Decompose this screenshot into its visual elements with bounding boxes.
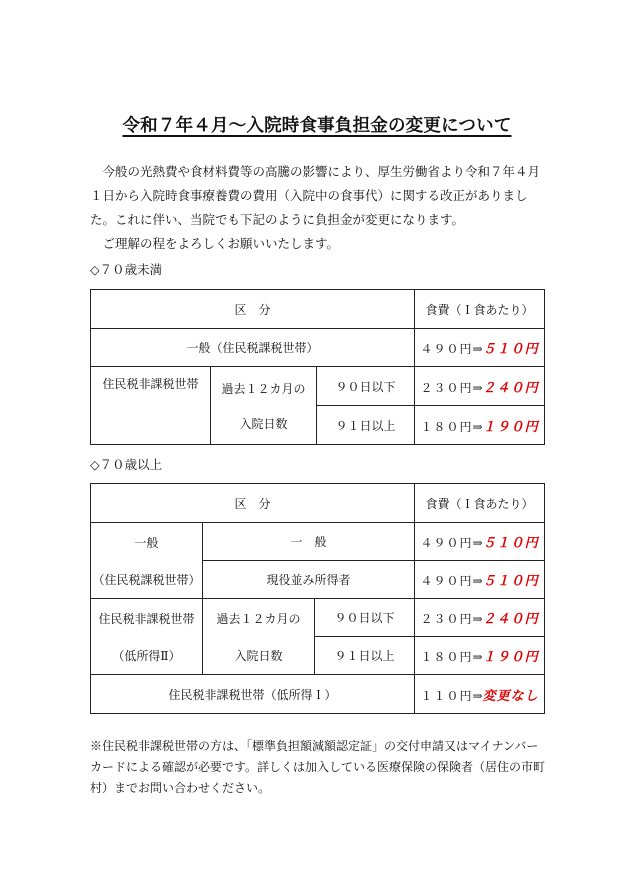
header-fee: 食費（Ｉ食あたり）: [415, 484, 545, 523]
section-under70-label: ◇７０歳未満: [90, 262, 163, 277]
row-general-fee: ４９０円⇒５１０円: [415, 329, 545, 367]
fee-table-over70: [90, 483, 545, 714]
row-general-sub: 現役並み所得者: [203, 561, 415, 599]
row-low1-label: 住民税非課税世帯（低所得Ｉ）: [91, 675, 415, 714]
intro-paragraph: 今般の光熱費や食材料費等の高騰の影響により、厚生労働省より令和７年４月１日から入院時食事療養費の費用（入院中の食事代）に関する改正がありました。これに伴い、当院でも下記のように負担金が変更になります。: [90, 164, 541, 227]
intro-paragraph: ご理解の程をよろしくお願いいたします。: [102, 236, 340, 251]
row-exempt-fee: １８０円⇒１９０円: [415, 406, 545, 445]
row-days: ９０日以下: [315, 599, 415, 637]
fee-table-under70: [90, 289, 545, 445]
new-fee: ５１０円: [482, 574, 539, 589]
row-low2-fee: ２３０円⇒２４０円: [415, 599, 545, 637]
footnote-text: ※住民税非課税世帯の方は、「標準負担額減額認定証」の交付申請又はマイナンバーカードによる確認が必要です。詳しくは加入している医療保険の保険者（居住の市町村）までお問い合わせください。: [90, 739, 546, 795]
header-category: 区 分: [91, 290, 415, 329]
row-low2-label: 住民税非課税世帯 （低所得Ⅱ）: [91, 599, 203, 675]
row-days: ９１日以上: [315, 637, 415, 675]
new-fee: １９０円: [482, 650, 539, 665]
row-exempt-period: 過去１２カ月の 入院日数: [211, 367, 317, 445]
row-general-sub: 一 般: [203, 523, 415, 561]
row-general-fee: ４９０円⇒５１０円: [415, 523, 545, 561]
section-over70-label: ◇７０歳以上: [90, 457, 163, 472]
row-days: ９０日以下: [317, 367, 415, 406]
new-fee: ２４０円: [482, 612, 539, 627]
row-low2-fee: １８０円⇒１９０円: [415, 637, 545, 675]
intro-text: [90, 160, 550, 256]
row-general-label: 一般 （住民税課税世帯）: [91, 523, 203, 599]
new-fee: ２４０円: [482, 380, 539, 396]
footnote: [90, 736, 550, 799]
row-days: ９１日以上: [317, 406, 415, 445]
new-fee: 変更なし: [482, 688, 539, 704]
new-fee: ５１０円: [482, 536, 539, 551]
new-fee: １９０円: [482, 419, 539, 435]
header-category: 区 分: [91, 484, 415, 523]
row-general-label: 一般（住民税課税世帯）: [91, 329, 415, 367]
row-low1-fee: １１０円⇒変更なし: [415, 675, 545, 714]
page-title-text: 令和７年４月～入院時食事負担金の変更について: [122, 116, 512, 136]
new-fee: ５１０円: [482, 342, 539, 357]
row-exempt-label: 住民税非課税世帯: [91, 367, 211, 445]
page-title: [0, 112, 634, 137]
row-general-fee: ４９０円⇒５１０円: [415, 561, 545, 599]
row-exempt-fee: ２３０円⇒２４０円: [415, 367, 545, 406]
row-low2-period: 過去１２カ月の 入院日数: [203, 599, 315, 675]
header-fee: 食費（Ｉ食あたり）: [415, 290, 545, 329]
